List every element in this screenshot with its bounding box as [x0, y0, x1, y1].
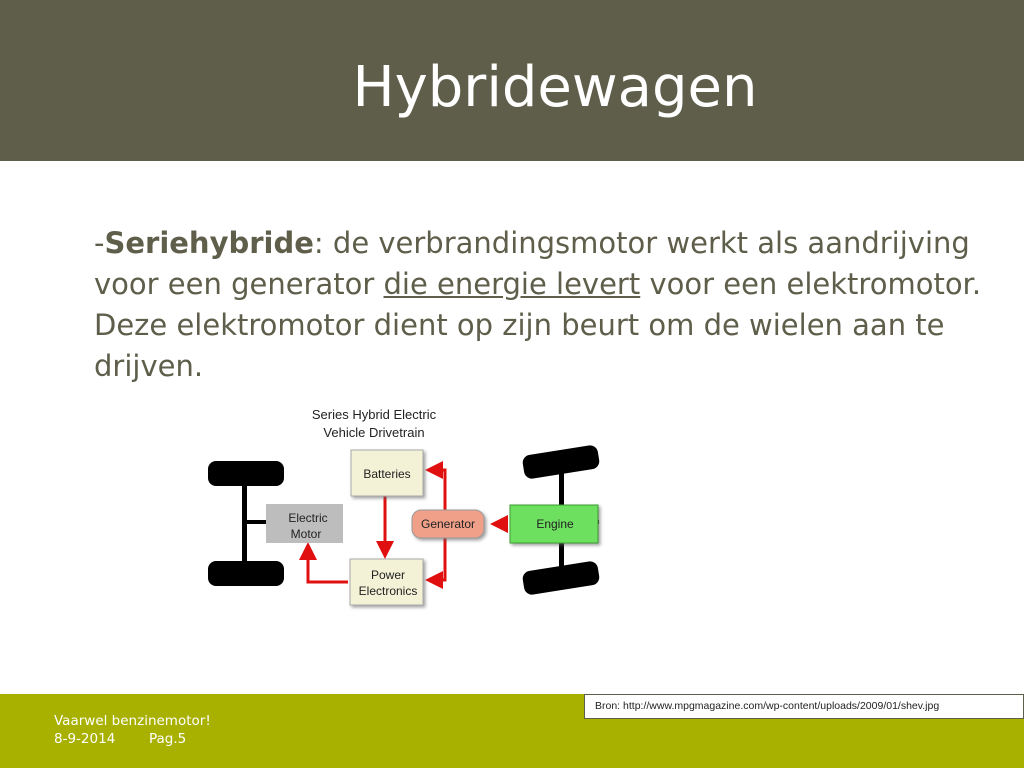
power-electronics-label-2: Electronics [358, 584, 418, 598]
engine-label: Engine [536, 517, 574, 531]
power-electronics-label-1: Power [370, 568, 406, 582]
bullet-dash: - [94, 226, 105, 260]
page-number: Pag.5 [149, 731, 187, 747]
body-text-1: : de verbrandingsmotor werkt als aandrijving voor een generator [94, 226, 970, 301]
power-electronics-box [350, 559, 423, 605]
electric-motor-label-2: Motor [290, 527, 322, 541]
presentation-title: Vaarwel benzinemotor! [54, 713, 211, 729]
body-text-2: voor een elektromotor. Deze elektromotor dient op zijn beurt om de wielen aan te drijven. [94, 267, 982, 383]
electric-motor-label-1: Electric [288, 511, 328, 525]
series-hybrid-diagram [200, 398, 610, 613]
page-title: Hybridewagen [352, 55, 758, 120]
footer-date: 8-9-2014 [54, 731, 116, 747]
underlined-phrase: die energie levert [383, 267, 641, 301]
diagram-title-line1: Series Hybrid Electric [311, 407, 437, 422]
footer-info [54, 712, 211, 748]
term-bold: Seriehybride [104, 226, 314, 260]
engine-box [510, 505, 598, 543]
batteries-label: Batteries [363, 467, 411, 481]
diagram-title-line2: Vehicle Drivetrain [323, 425, 425, 440]
source-citation: Bron: http://www.mpgmagazine.com/wp-content/uploads/2009/01/shev.jpg [584, 694, 1024, 719]
electric-motor-box [266, 504, 343, 543]
generator-box [412, 510, 484, 538]
body-paragraph [94, 223, 994, 387]
batteries-box [351, 450, 423, 496]
generator-label: Generator [420, 517, 476, 531]
